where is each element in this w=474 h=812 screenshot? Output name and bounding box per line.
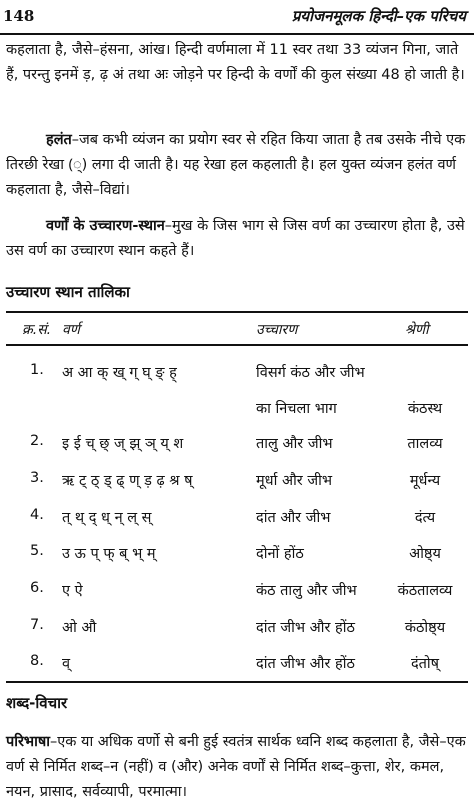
row-number: 6. (30, 580, 44, 596)
paragraph-paribhasha (6, 730, 468, 805)
column-header-varn: वर्ण (62, 322, 80, 338)
row-varn: उ ऊ प् फ् ब् भ् म् (62, 546, 156, 562)
paragraph-halant (6, 128, 468, 203)
row-number: 5. (30, 543, 44, 559)
paragraph-intro: कहलाता है, जैसे–हंसना, आंख। हिन्दी वर्णमाला में 11 स्वर तथा 33 व्यंजन गिना, जाते हैं, परन्तु इनमें ड़, ढ़ अं तथा अः जोड़ने पर हिन्दी के वर्णों की कुल संख्या 48 हो जाती है। (6, 42, 465, 83)
table-row (0, 507, 474, 531)
table-row (0, 470, 474, 494)
row-uchcharan: दांत जीभ और होंठ (256, 620, 355, 636)
row-number: 4. (30, 507, 44, 523)
column-header-serial: क्र.सं. (22, 322, 52, 338)
section-heading-shabd-vichar: शब्द-विचार (6, 694, 68, 712)
row-varn: व् (62, 656, 71, 672)
header-rule (0, 33, 474, 35)
row-uchcharan: दोनों होंठ (256, 546, 304, 562)
table-top-rule (6, 311, 468, 313)
table-header-rule (6, 344, 468, 346)
table-title: उच्चारण स्थान तालिका (6, 283, 130, 301)
paragraph-uchcharan-sthan (6, 214, 468, 264)
table-row (0, 433, 474, 457)
row-varn: त् थ् द् ध् न् ल् स् (62, 510, 152, 526)
table-row (0, 398, 474, 422)
row-number: 2. (30, 433, 44, 449)
row-varn: ए ऐ (62, 583, 83, 599)
row-number: 3. (30, 470, 44, 486)
row-number: 7. (30, 617, 44, 633)
table-row (0, 580, 474, 604)
row-varn: ओ औ (62, 620, 97, 636)
row-uchcharan: तालु और जीभ (256, 436, 333, 452)
row-shreni: ओष्ठ्य (409, 546, 441, 562)
uchcharan-sthan-text: –मुख के जिस भाग से जिस वर्ण का उच्चारण होता है, उसे उस वर्ण का उच्चारण स्थान कहते हैं। (6, 218, 465, 259)
row-shreni: तालव्य (407, 436, 443, 452)
row-uchcharan: दांत और जीभ (256, 510, 331, 526)
table-bottom-rule (6, 681, 468, 683)
row-varn: अ आ क् ख् ग् घ् ङ् ह् (62, 365, 177, 381)
page-number: 148 (3, 7, 35, 25)
row-shreni: कंठोष्ठ्य (404, 620, 446, 636)
row-shreni: मूर्धन्य (409, 473, 441, 489)
row-shreni: कंठस्थ (407, 401, 443, 417)
term-paribhasha: परिभाषा (6, 734, 51, 750)
row-varn: ऋ ट् ठ् ड् ढ् ण् ड़ ढ़ श्र ष् (62, 473, 193, 489)
table-row (0, 617, 474, 641)
row-shreni: दंत्य (414, 510, 436, 526)
row-uchcharan: दांत जीभ और होंठ (256, 656, 355, 672)
row-shreni: कंठतालव्य (397, 583, 453, 599)
row-number: 8. (30, 653, 44, 669)
halant-text: –जब कभी व्यंजन का प्रयोग स्वर से रहित किया जाता है तब उसके नीचे एक तिरछी रेखा (्) लगा दी जाती है। यह रेखा हल कहलाती है। हल युक्त व्यंजन हलंत वर्ण कहलाता है, जैसे–विद्यां। (6, 132, 466, 198)
table-row (0, 543, 474, 567)
running-title: प्रयोजनमूलक हिन्दी–एक परिचय (291, 7, 466, 25)
row-number: 1. (30, 362, 44, 378)
row-uchcharan: का निचला भाग (256, 401, 337, 417)
row-shreni: दंतोष् (410, 656, 440, 672)
table-row (0, 362, 474, 386)
column-header-shreni: श्रेणी (405, 322, 429, 338)
page-header (0, 0, 474, 38)
paribhasha-text: –एक या अधिक वर्णो से बनी हुई स्वतंत्र सार्थक ध्वनि शब्द कहलाता है, जैसे–एक वर्ण से निर्मित शब्द–न (नहीं) व (और) अनेक वर्णों से निर्मित शब्द–कुत्ता, शेर, कमल, नयन, प्रासाद, सर्वव्यापी, परमात्मा। (6, 734, 466, 800)
row-uchcharan: विसर्ग कंठ और जीभ (256, 365, 365, 381)
row-uchcharan: मूर्धा और जीभ (256, 473, 333, 489)
row-uchcharan: कंठ तालु और जीभ (256, 583, 357, 599)
row-varn: इ ई च् छ् ज् झ् ञ् य् श (62, 436, 184, 452)
column-header-uchcharan: उच्चारण (256, 322, 298, 338)
term-halant: हलंत (46, 132, 72, 148)
term-uchcharan-sthan: वर्णों के उच्चारण-स्थान (46, 218, 165, 234)
table-row (0, 653, 474, 677)
